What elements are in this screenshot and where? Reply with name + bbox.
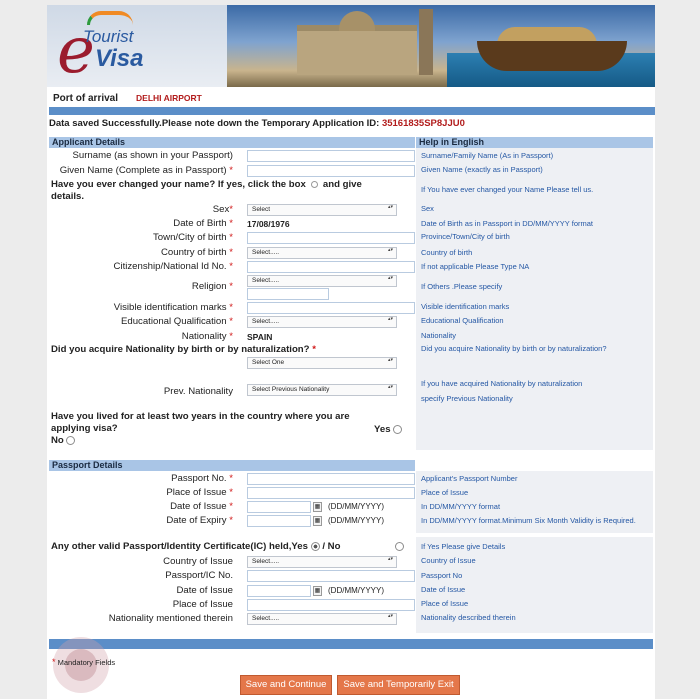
help-other-nat: Nationality described therein <box>421 613 516 622</box>
banner-tower <box>419 9 433 75</box>
date-of-expiry-label: Date of Expiry * <box>166 515 233 526</box>
other-doi-format: (DD/MM/YYYY) <box>328 586 384 595</box>
other-place-input[interactable] <box>247 599 415 611</box>
logo-tourist: Tourist <box>83 27 134 46</box>
passport-no-label: Passport No. * <box>171 473 233 484</box>
other-nationality-select[interactable]: Select..... ▴▾ <box>247 613 397 625</box>
religion-label: Religion * <box>191 281 233 292</box>
other-doi-input[interactable] <box>247 585 311 597</box>
other-place-label: Place of Issue <box>172 599 233 610</box>
nationality-label: Nationality * <box>181 331 233 342</box>
country-of-birth-label: Country of birth * <box>161 247 233 258</box>
help-citizen: If not applicable Please Type NA <box>421 262 530 271</box>
date-of-expiry-input[interactable] <box>247 515 311 527</box>
applicant-details-heading: Applicant Details <box>49 137 415 148</box>
help-sex: Sex <box>421 204 434 213</box>
lived-no-option: No <box>51 435 75 446</box>
port-of-arrival <box>53 93 202 104</box>
help-religion: If Others .Please specify <box>421 282 503 291</box>
divider-bar-top <box>49 107 655 115</box>
other-country-label: Country of Issue <box>163 556 233 567</box>
date-of-issue-format: (DD/MM/YYYY) <box>328 502 384 511</box>
passport-details-heading: Passport Details <box>49 460 415 471</box>
help-other-doi: Date of Issue <box>421 585 466 594</box>
help-date-of-expiry: In DD/MM/YYYY format.Minimum Six Month Validity is Required. <box>421 516 636 525</box>
logo-e: e <box>57 14 95 87</box>
sex-label: Sex* <box>212 204 233 215</box>
lived-yes-radio[interactable] <box>393 425 402 434</box>
help-changed: If You have ever changed your Name Please tell us. <box>421 185 594 194</box>
port-label: Port of arrival <box>53 93 119 104</box>
lived-two-years-question: Have you lived for at least two years in the country where you are applying visa? <box>51 411 350 434</box>
dob-value: 17/08/1976 <box>247 219 290 229</box>
help-country: Country of birth <box>421 248 473 257</box>
logo-visa: Visa <box>95 45 144 72</box>
surname-input[interactable] <box>247 150 415 162</box>
port-value: DELHI AIRPORT <box>136 93 202 103</box>
place-of-issue-label: Place of Issue * <box>166 487 233 498</box>
help-edu: Educational Qualification <box>421 316 504 325</box>
sex-select[interactable]: Select ▴▾ <box>247 204 397 216</box>
help-other-q: If Yes Please give Details <box>421 542 506 551</box>
help-prev-1: If you have acquired Nationality by naturalization <box>421 379 583 388</box>
other-country-select[interactable]: Select..... ▴▾ <box>247 556 397 568</box>
citizenship-label: Citizenship/National Id No. * <box>113 261 233 272</box>
identification-marks-label: Visible identification marks * <box>113 302 233 313</box>
application-page <box>47 5 655 699</box>
divider-bar-bottom <box>49 639 653 649</box>
education-select[interactable]: Select..... ▴▾ <box>247 316 397 328</box>
lived-no-radio[interactable] <box>66 436 75 445</box>
passport-no-input[interactable] <box>247 473 415 485</box>
help-town: Province/Town/City of birth <box>421 232 510 241</box>
changed-name-question: Have you ever changed your name? If yes, click the box and give details. <box>51 179 362 202</box>
help-acquire: Did you acquire Nationality by birth or by naturalization? <box>421 344 607 353</box>
other-pic-label: Passport/IC No. <box>165 570 233 581</box>
help-other-place: Place of Issue <box>421 599 469 608</box>
other-passport-no-radio[interactable] <box>395 542 404 551</box>
given-name-label: Given Name (Complete as in Passport) * <box>59 165 233 176</box>
help-given: Given Name (exactly as in Passport) <box>421 165 543 174</box>
other-doi-label: Date of Issue <box>176 585 233 596</box>
surname-label: Surname (as shown in your Passport) <box>72 150 233 161</box>
calendar-icon[interactable]: ▦ <box>314 518 321 524</box>
help-in-english-heading: Help in English <box>416 137 653 148</box>
religion-other-input[interactable] <box>247 288 329 300</box>
given-name-input[interactable] <box>247 165 415 177</box>
help-place-of-issue: Place of Issue <box>421 488 469 497</box>
town-label: Town/City of birth * <box>153 232 233 243</box>
save-and-continue-button[interactable]: Save and Continue <box>240 675 332 695</box>
date-of-issue-label: Date of Issue * <box>170 501 233 512</box>
banner-building <box>297 25 417 75</box>
citizenship-input[interactable] <box>247 261 415 273</box>
header-banner <box>47 5 655 87</box>
help-dob: Date of Birth as in Passport in DD/MM/YYYY format <box>421 219 594 228</box>
help-other-country: Country of Issue <box>421 556 476 565</box>
education-label: Educational Qualification * <box>120 316 233 327</box>
help-surname: Surname/Family Name (As in Passport) <box>421 151 554 160</box>
identification-marks-input[interactable] <box>247 302 415 314</box>
date-of-issue-input[interactable] <box>247 501 311 513</box>
prev-nationality-select[interactable]: Select Previous Nationality ▴▾ <box>247 384 397 396</box>
help-prev-2: specify Previous Nationality <box>421 394 513 403</box>
other-passport-question: Any other valid Passport/Identity Certificate(IC) held,Yes / No <box>51 541 341 552</box>
place-of-issue-input[interactable] <box>247 487 415 499</box>
help-marks: Visible identification marks <box>421 302 510 311</box>
acquire-nationality-select[interactable]: Select One ▴▾ <box>247 357 397 369</box>
changed-name-checkbox[interactable] <box>311 181 318 188</box>
calendar-icon[interactable]: ▦ <box>314 588 321 594</box>
religion-select[interactable]: Select..... ▴▾ <box>247 275 397 287</box>
calendar-icon[interactable]: ▦ <box>314 504 321 510</box>
date-of-expiry-format: (DD/MM/YYYY) <box>328 516 384 525</box>
saved-message <box>49 118 465 129</box>
etourist-visa-logo <box>57 11 147 87</box>
save-and-exit-button[interactable]: Save and Temporarily Exit <box>337 675 460 695</box>
temporary-application-id: 35161835SP8JJU0 <box>381 118 465 129</box>
other-nationality-label: Nationality mentioned therein <box>108 613 233 624</box>
acquire-nationality-question: Did you acquire Nationality by birth or by naturalization? * <box>51 344 316 355</box>
mandatory-note: * Mandatory Fields <box>52 657 116 667</box>
country-of-birth-select[interactable]: Select..... ▴▾ <box>247 247 397 259</box>
lived-yes-option: Yes <box>374 424 402 435</box>
help-passport-no: Applicant's Passport Number <box>421 474 518 483</box>
saved-text: Data saved Successfully.Please note down the Temporary Application ID: <box>49 118 380 129</box>
other-passport-yes-radio[interactable] <box>311 542 320 551</box>
town-input[interactable] <box>247 232 415 244</box>
help-nat: Nationality <box>421 331 457 340</box>
dob-label: Date of Birth * <box>173 218 233 229</box>
nationality-value: SPAIN <box>247 332 273 342</box>
prev-nationality-label: Prev. Nationality <box>163 386 233 397</box>
help-other-pic: Passport No <box>421 571 463 580</box>
help-date-of-issue: In DD/MM/YYYY format <box>421 502 501 511</box>
banner-boat <box>477 41 627 71</box>
other-pic-input[interactable] <box>247 570 415 582</box>
